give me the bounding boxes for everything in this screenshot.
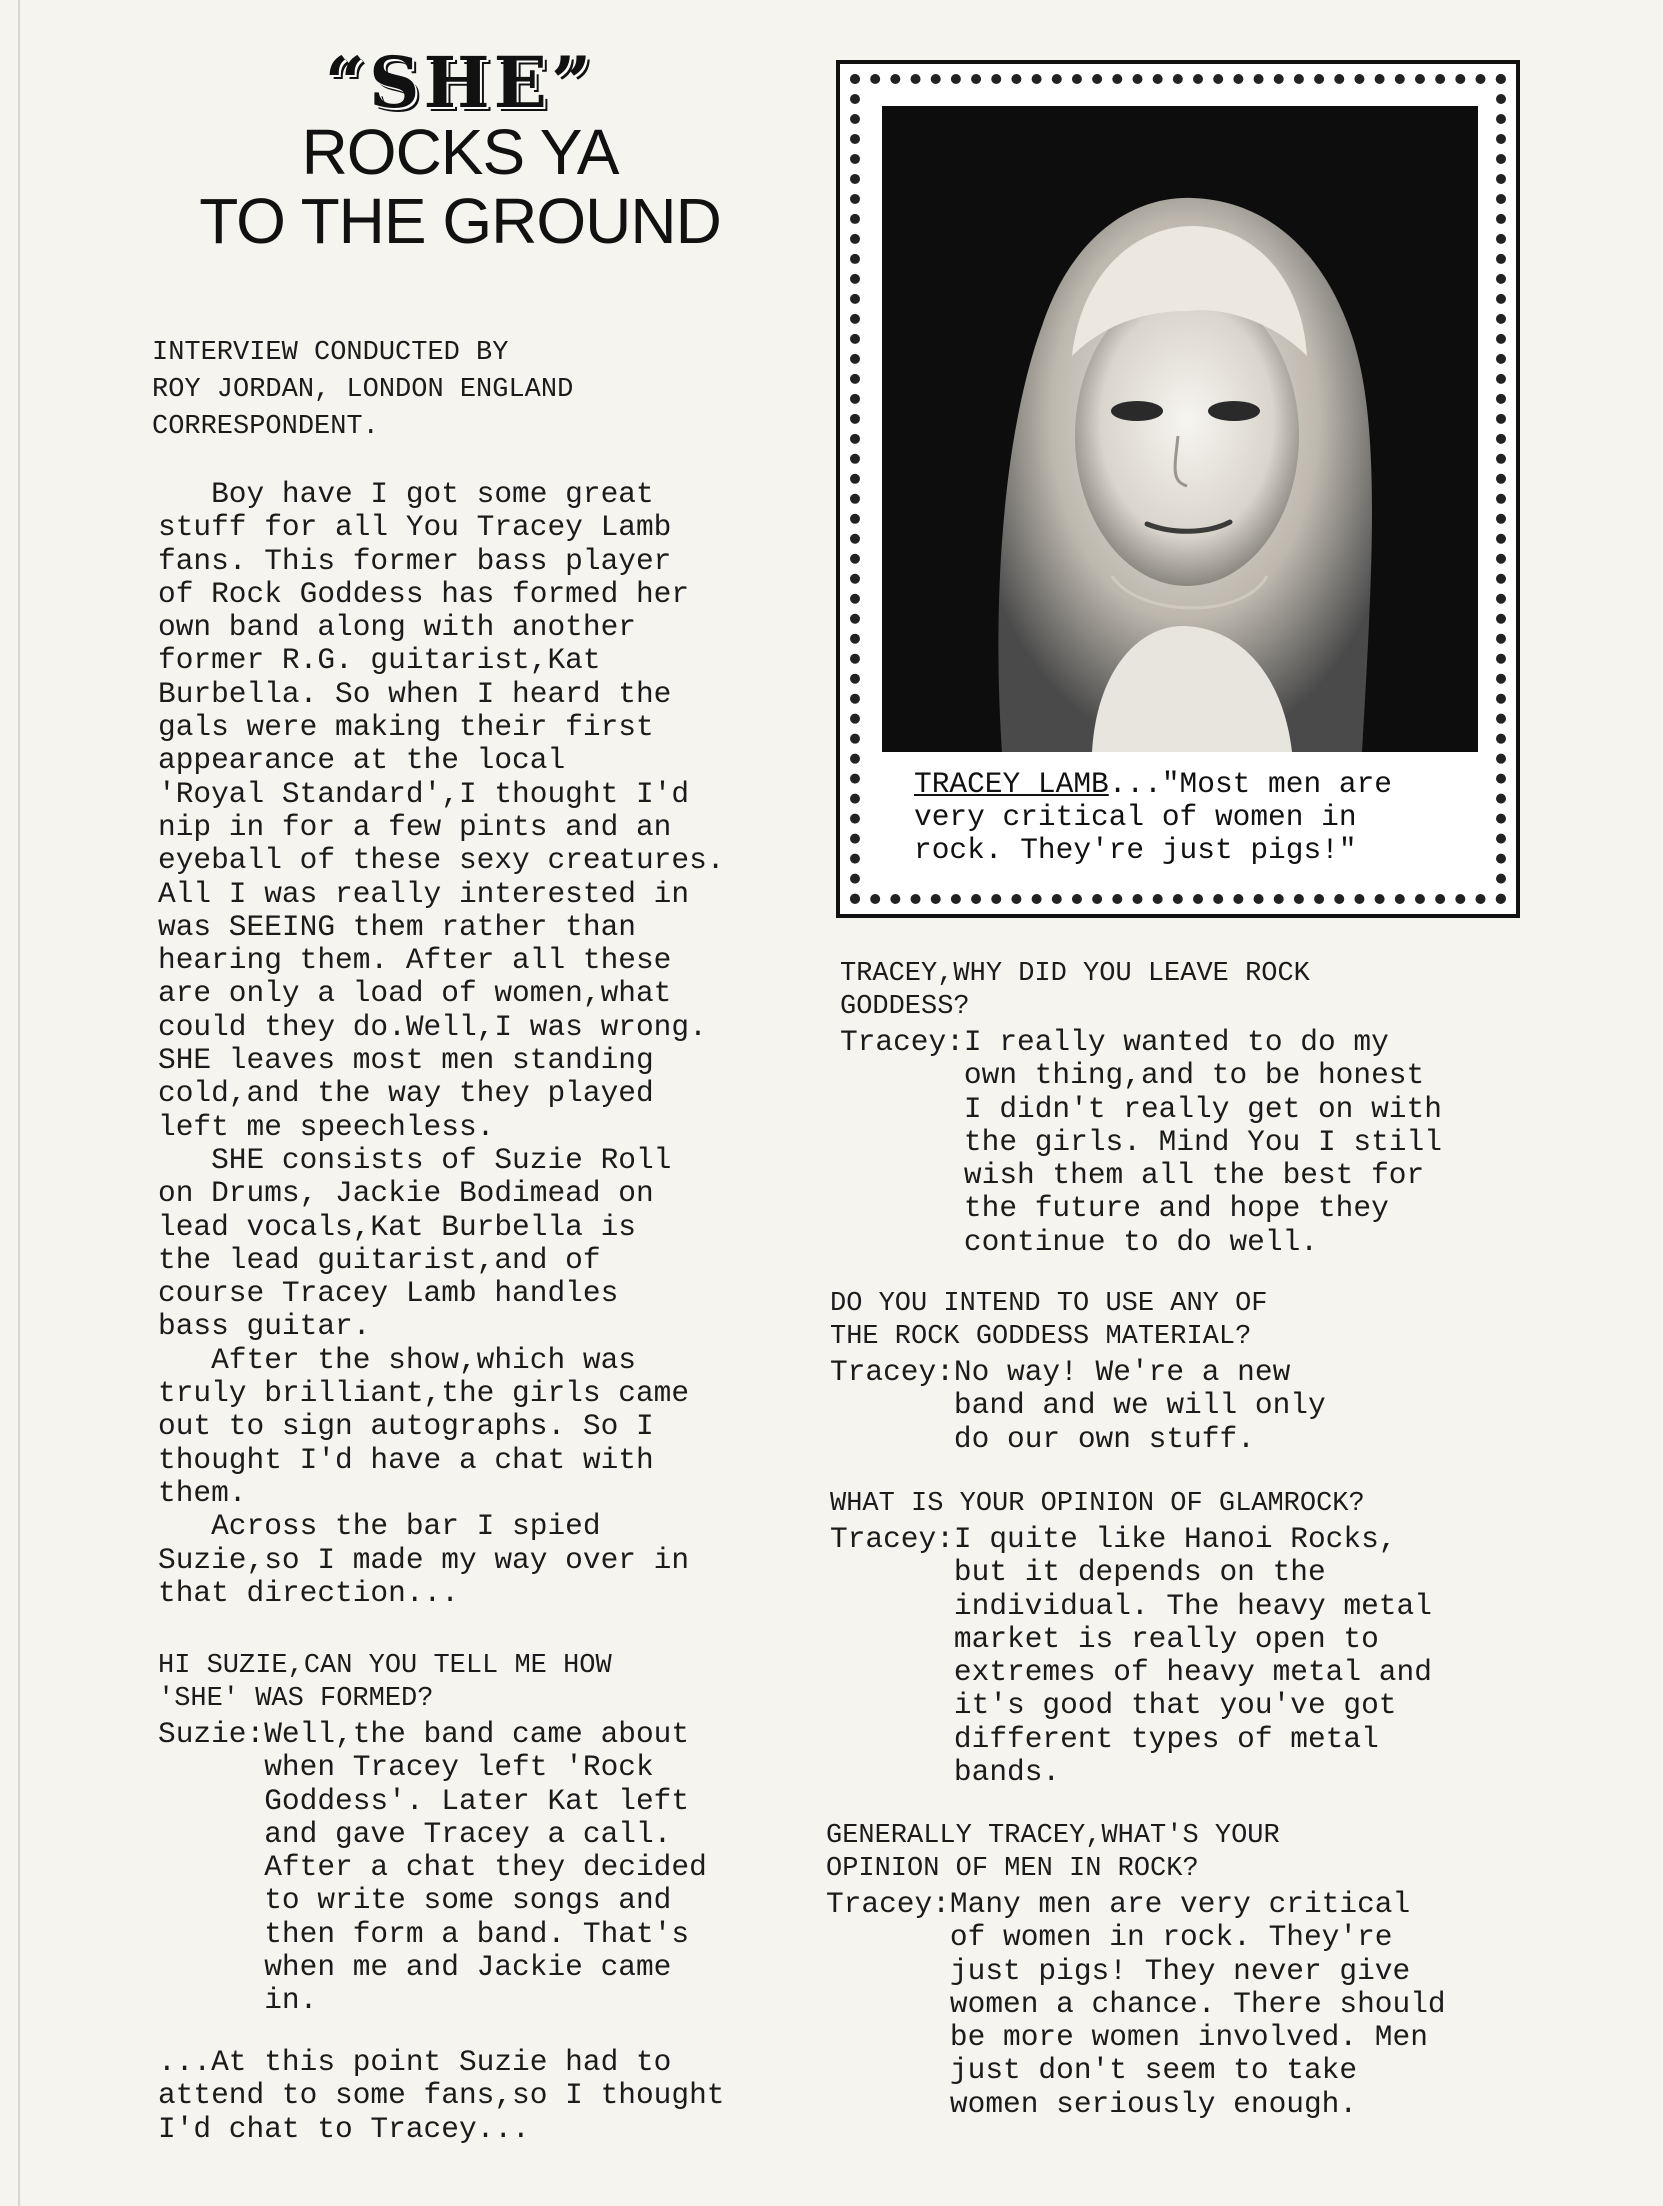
photo-frame [836, 60, 1520, 918]
she-logo: “SHE” [324, 41, 596, 124]
caption-quote: ..."Most men are very critical of women in rock. They're just pigs!" [914, 767, 1392, 867]
speaker-label: Tracey: [826, 1887, 950, 1921]
answer-text: I really wanted to do my own thing,and to be honest I didn't really get on with the girls. Mind You I still wish them all the best for the future and hope they continue to do well. [963, 1025, 1442, 1259]
answer-text: No way! We're a new band and we will only do our own stuff. [953, 1355, 1326, 1456]
interview-block-material [830, 1288, 1590, 1456]
question: HI SUZIE,CAN YOU TELL ME HOW 'SHE' WAS FORMED? [158, 1651, 612, 1714]
portrait-illustration [882, 106, 1478, 752]
answer [840, 1026, 1600, 1259]
interview-block-glamrock [830, 1488, 1590, 1789]
speaker-label: Tracey: [830, 1522, 954, 1556]
headline-line-1: ROCKS YA [301, 116, 619, 188]
closing-text: ...At this point Suzie had to attend to some fans,so I thought I'd chat to Tracey... [158, 2045, 725, 2146]
caption-name: TRACEY LAMB [914, 767, 1109, 801]
answer [830, 1356, 1590, 1456]
answer-text: I quite like Hanoi Rocks, but it depends on the individual. The heavy metal market is really open to extremes of heavy metal and it's good that you've got different types of metal bands. [953, 1522, 1432, 1790]
page-edge [18, 0, 20, 2206]
question: DO YOU INTEND TO USE ANY OF THE ROCK GODDESS MATERIAL? [830, 1289, 1268, 1352]
headline-line-2: TO THE GROUND [199, 185, 721, 258]
answer-text: Many men are very critical of women in rock. They're just pigs! They never give women a chance. There should be more women involved. Men just don't seem to take women seriously enough. [949, 1887, 1446, 2121]
answer [158, 1718, 918, 2018]
intro-body-text: Boy have I got some great stuff for all You Tracey Lamb fans. This former bass player of Rock Goddess has formed her own band along with another former R.G. guitarist,Kat Burbella. So when I heard the gals were making their first appearance at the local 'Royal Standard',I thought I'd nip in for a few pints and an eyeball of these sexy creatures. All I was really interested in was SEEING them rather than hearing them. After all these are only a load of women,what could they do.Well,I was wrong. SHE leaves most men standing cold,and the way they played left me speechless. SHE consists of Suzie Roll on Drums, Jackie Bodimead on lead vocals,Kat Burbella is the lead guitarist,and of course Tracey Lamb handles bass guitar. After the show,which was truly brilliant,the girls came out to sign autographs. So I thought I'd have a chat with them. Across the bar I spied Suzie,so I made my way over in that direction... [158, 477, 725, 1610]
headline [140, 41, 780, 258]
speaker-label: Tracey: [830, 1355, 954, 1389]
interview-block-formed [158, 1650, 918, 2018]
interview-block-leave-rock-goddess [840, 958, 1600, 1259]
question: WHAT IS YOUR OPINION OF GLAMROCK? [830, 1489, 1365, 1519]
speaker-label: Tracey: [840, 1025, 964, 1059]
speaker-label: Suzie: [158, 1717, 265, 1751]
interview-block-men-in-rock [826, 1820, 1586, 2121]
photo-caption [914, 768, 1494, 867]
answer-text: Well,the band came about when Tracey left 'Rock Goddess'. Later Kat left and gave Tracey a call. After a chat they decided to write some songs and then form a band. That's when me and Jackie came in. [264, 1717, 707, 2018]
answer [830, 1523, 1590, 1789]
byline: INTERVIEW CONDUCTED BY ROY JORDAN, LONDON ENGLAND CORRESPONDENT. [152, 338, 574, 442]
question: TRACEY,WHY DID YOU LEAVE ROCK GODDESS? [840, 959, 1310, 1022]
portrait-photo [882, 106, 1478, 752]
question: GENERALLY TRACEY,WHAT'S YOUR OPINION OF MEN IN ROCK? [826, 1821, 1280, 1884]
answer [826, 1888, 1586, 2121]
